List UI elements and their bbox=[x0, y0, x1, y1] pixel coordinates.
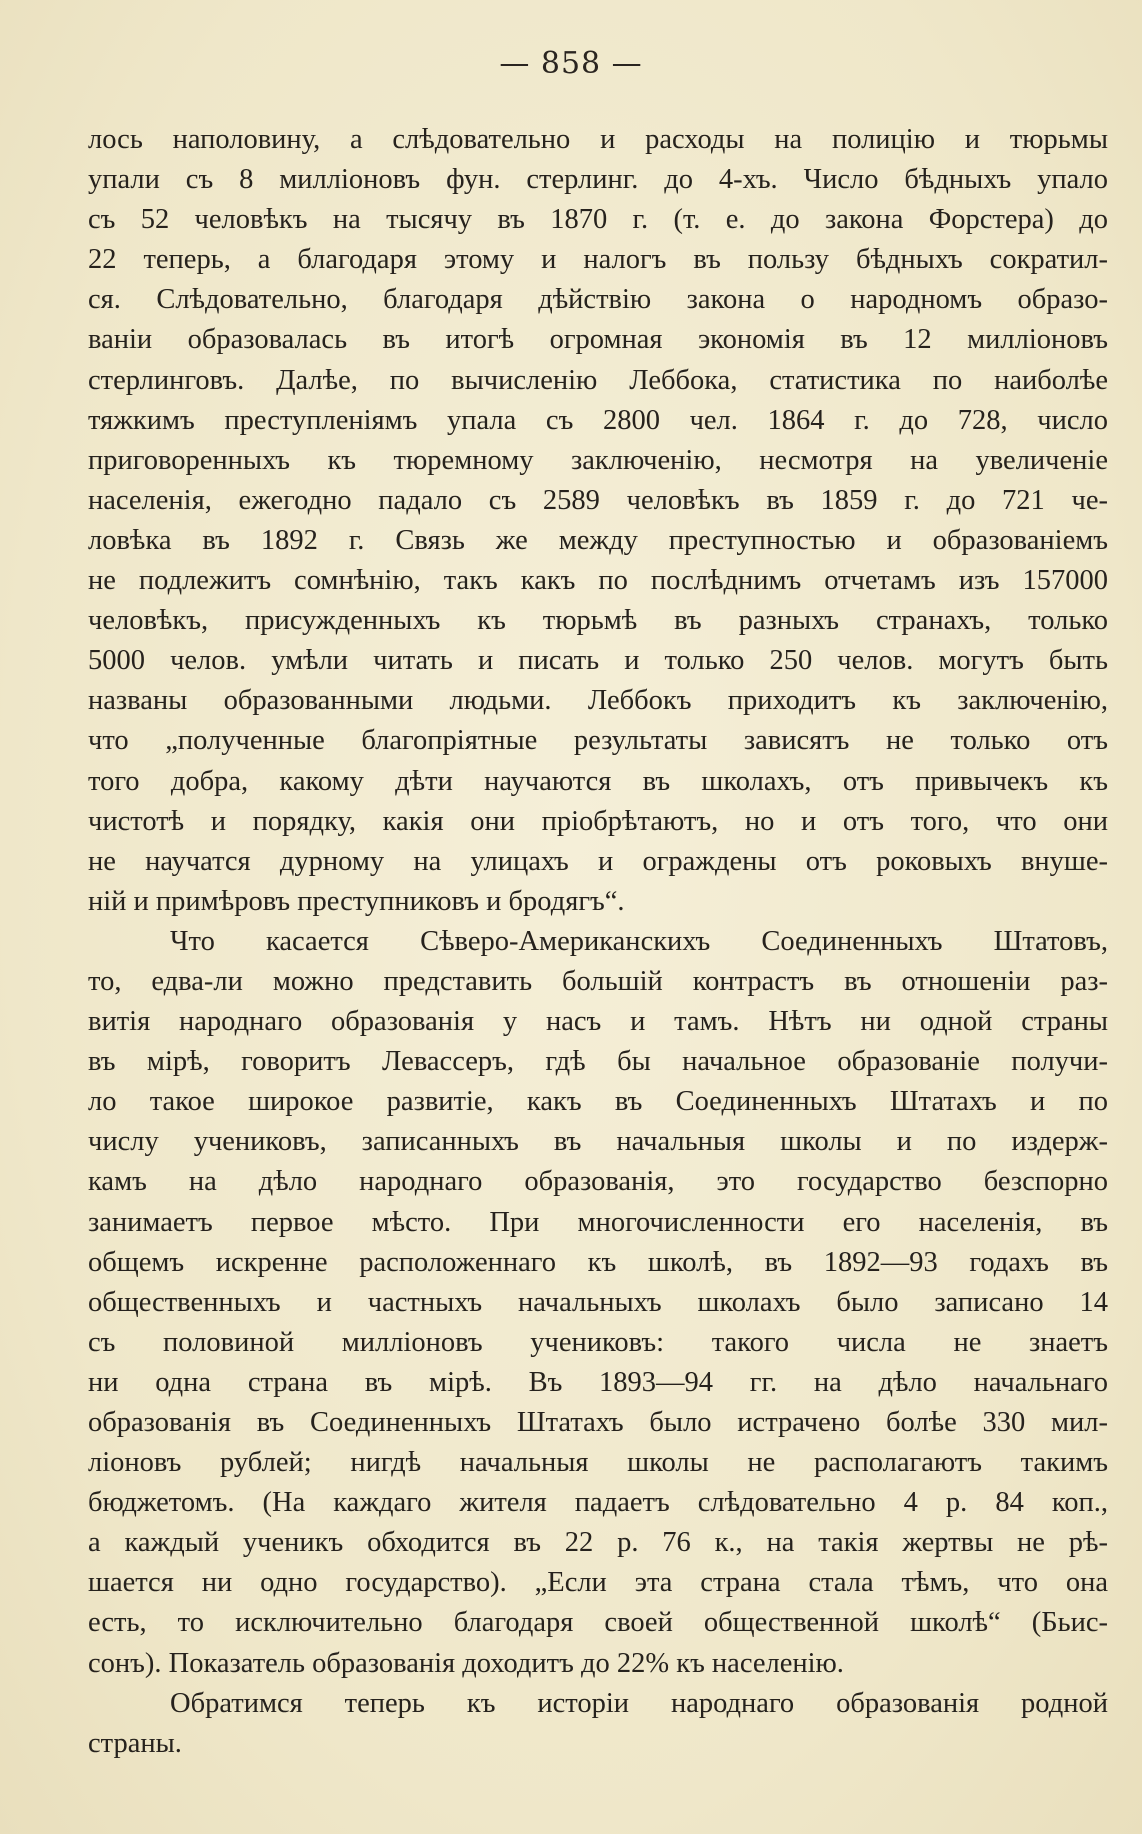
text-line: ся. Слѣдовательно, благодаря дѣйствію закона о народномъ образо- bbox=[88, 284, 1108, 316]
text-line: ліоновъ рублей; нигдѣ начальныя школы не располагаютъ такимъ bbox=[88, 1447, 1108, 1479]
text-line: то, едва-ли можно представить большій контрастъ въ отношеніи раз- bbox=[88, 965, 1108, 997]
text-line: Что касается Сѣверо-Американскихъ Соединенныхъ Штатовъ, bbox=[170, 925, 1108, 957]
text-line: населенія, ежегодно падало съ 2589 человѣкъ въ 1859 г. до 721 че- bbox=[88, 484, 1108, 516]
text-line: человѣкъ, присужденныхъ къ тюрьмѣ въ разныхъ странахъ, только bbox=[88, 605, 1108, 637]
text-line: шается ни одно государство). „Если эта страна стала тѣмъ, что она bbox=[88, 1567, 1108, 1599]
paragraph-3 bbox=[88, 1684, 1108, 1764]
text-line: не подлежитъ сомнѣнію, такъ какъ по послѣднимъ отчетамъ изъ 157000 bbox=[88, 565, 1108, 597]
body-text bbox=[88, 120, 1108, 1764]
paragraph-1 bbox=[88, 120, 1108, 922]
text-line: ній и примѣровъ преступниковъ и бродягъ“. bbox=[88, 885, 625, 917]
text-line: что „полученные благопріятные результаты зависятъ не только отъ bbox=[88, 725, 1108, 757]
text-line: ло такое широкое развитіе, какъ въ Соединенныхъ Штатахъ и по bbox=[88, 1086, 1108, 1118]
text-line: Обратимся теперь къ исторіи народнаго образованія родной bbox=[170, 1687, 1108, 1719]
text-line: числу учениковъ, записанныхъ въ начальныя школы и по издерж- bbox=[88, 1126, 1108, 1158]
text-line: названы образованными людьми. Леббокъ приходитъ къ заключенію, bbox=[88, 685, 1108, 717]
text-line: чистотѣ и порядку, какія они пріобрѣтаютъ, но и отъ того, что они bbox=[88, 805, 1108, 837]
text-line: а каждый ученикъ обходится въ 22 р. 76 к., на такія жертвы не рѣ- bbox=[88, 1527, 1108, 1559]
text-line: бюджетомъ. (На каждаго жителя падаетъ слѣдовательно 4 р. 84 коп., bbox=[88, 1487, 1108, 1519]
text-line: 22 теперь, а благодаря этому и налогъ въ пользу бѣдныхъ сократил- bbox=[88, 244, 1108, 276]
text-line: съ 52 человѣкъ на тысячу въ 1870 г. (т. е. до закона Форстера) до bbox=[88, 204, 1108, 236]
text-line: сонъ). Показатель образованія доходитъ до 22% къ населенію. bbox=[88, 1647, 844, 1679]
text-line: приговоренныхъ къ тюремному заключенію, несмотря на увеличеніе bbox=[88, 444, 1108, 476]
paragraph-2 bbox=[88, 922, 1108, 1684]
text-line: образованія въ Соединенныхъ Штатахъ было истрачено болѣе 330 мил- bbox=[88, 1407, 1108, 1438]
text-line: витія народнаго образованія у насъ и тамъ. Нѣтъ ни одной страны bbox=[88, 1006, 1108, 1038]
text-line: тяжкимъ преступленіямъ упала съ 2800 чел. 1864 г. до 728, число bbox=[88, 404, 1108, 436]
text-line: ни одна страна въ мірѣ. Въ 1893—94 гг. на дѣло начальнаго bbox=[88, 1366, 1108, 1398]
text-line: лось наполовину, а слѣдовательно и расходы на полицію и тюрьмы bbox=[88, 124, 1108, 155]
text-line: ловѣка въ 1892 г. Связь же между преступностью и образованіемъ bbox=[88, 524, 1108, 556]
text-line: камъ на дѣло народнаго образованія, это государство безспорно bbox=[88, 1166, 1108, 1198]
text-line: въ мірѣ, говоритъ Левассеръ, гдѣ бы начальное образованіе получи- bbox=[88, 1046, 1108, 1078]
text-line: общемъ искренне расположеннаго къ школѣ, въ 1892—93 годахъ въ bbox=[88, 1246, 1108, 1278]
text-line: общественныхъ и частныхъ начальныхъ школахъ было записано 14 bbox=[88, 1286, 1108, 1318]
text-line: съ половиной милліоновъ учениковъ: такого числа не знаетъ bbox=[88, 1326, 1108, 1358]
text-line: занимаетъ первое мѣсто. При многочисленности его населенія, въ bbox=[88, 1206, 1108, 1238]
text-line: ваніи образовалась въ итогѣ огромная экономія въ 12 милліоновъ bbox=[88, 324, 1108, 356]
page-number: — 858 — bbox=[499, 46, 643, 81]
text-line: того добра, какому дѣти научаются въ школахъ, отъ привычекъ къ bbox=[88, 765, 1108, 797]
text-line: есть, то исключительно благодаря своей общественной школѣ“ (Бьис- bbox=[88, 1607, 1108, 1639]
text-line: страны. bbox=[88, 1727, 182, 1759]
text-line: 5000 челов. умѣли читать и писать и только 250 челов. могутъ быть bbox=[88, 645, 1108, 677]
text-line: стерлинговъ. Далѣе, по вычисленію Леббока, статистика по наиболѣе bbox=[88, 364, 1108, 396]
text-line: не научатся дурному на улицахъ и ограждены отъ роковыхъ внуше- bbox=[88, 845, 1108, 877]
text-line: упали съ 8 милліоновъ фун. стерлинг. до 4-хъ. Число бѣдныхъ упало bbox=[88, 164, 1108, 196]
